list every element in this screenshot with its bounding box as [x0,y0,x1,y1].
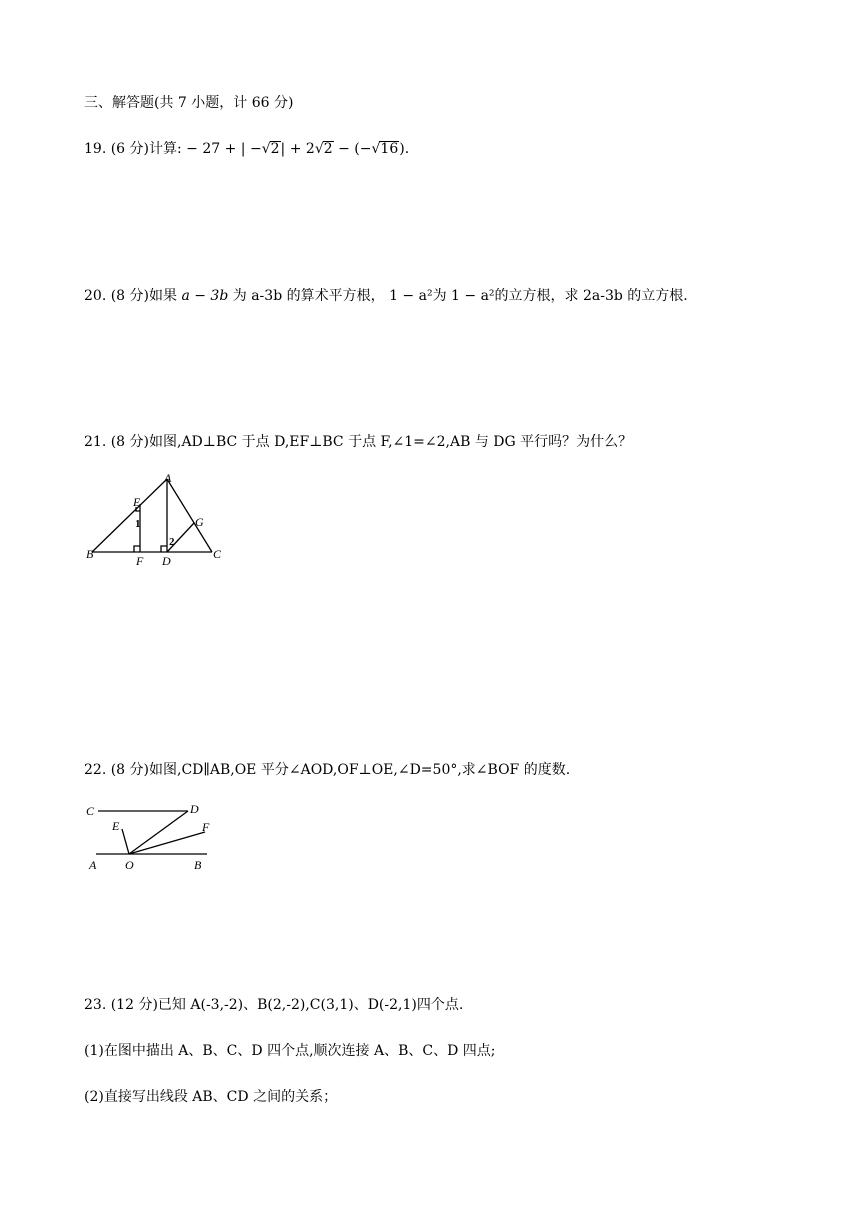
label-g: G [195,515,204,529]
q23-score: (12 分) [110,997,158,1013]
label-c: C [86,804,95,818]
q20-score: (8 分) [110,288,149,304]
label-e: E [112,819,120,833]
q22-text: 如图,CD∥AB,OE 平分∠AOD,OF⊥OE,∠D=50°,求∠BOF 的度数. [149,762,571,778]
q20-number: 20. [84,288,107,304]
q22-score: (8 分) [110,762,149,778]
right-angle-d [161,546,167,552]
q21-score: (8 分) [110,434,149,450]
label-d: D [162,554,171,568]
label-f: F [136,554,144,568]
q19-expr-d: ). [399,141,410,157]
q23-part-2-text: (2)直接写出线段 AB、CD 之间的关系； [84,1089,338,1105]
q20-math-1: a − 3b [181,288,229,304]
q19-expr-c: − (− [338,141,372,157]
segment-od [129,811,188,854]
right-angle-f [134,546,140,552]
q19-radicand-1: 2 [270,141,280,157]
q19-radicand-3: 16 [380,141,399,157]
label-angle-1: 1 [135,518,141,530]
q22-parallel-lines-figure [84,798,224,874]
segment-oe [122,829,129,854]
q19-radicand-2: 2 [323,141,333,157]
segment-of [129,832,205,854]
label-a: A [89,858,97,872]
q19-expr-b: | + 2 [280,141,315,157]
question-19 [84,139,409,159]
label-b: B [86,547,94,561]
q20-text-3: 为 [432,288,447,304]
label-angle-2: 2 [169,536,175,548]
label-a: A [164,471,172,485]
q19-prefix: 计算: [149,141,182,157]
q21-text: 如图,AD⊥BC 于点 D,EF⊥BC 于点 F,∠1=∠2,AB 与 DG 平行吗？为什么？ [149,434,633,450]
q20-text-2: 为 a-3b 的算术平方根， [232,288,385,304]
q22-number: 22. [84,762,107,778]
q20-text-1: 如果 [149,288,177,304]
label-o: O [125,858,134,872]
q23-part-1-text: (1)在图中描出 A、B、C、D 四个点,顺次连接 A、B、C、D 四点; [84,1043,496,1059]
q19-score: (6 分) [110,141,149,157]
label-b: B [194,858,202,872]
question-21 [84,432,632,452]
q19-expression: − 27 + | −√2| + 2√2 − (−√16). [186,141,410,157]
q21-number: 21. [84,434,107,450]
label-e: E [133,495,141,509]
question-23 [84,995,463,1015]
q23-number: 23. [84,997,107,1013]
q19-number: 19. [84,141,107,157]
section-title-text: 三、解答题(共 7 小题，计 66 分) [84,95,294,111]
q20-text-4: 的立方根，求 2a-3b 的立方根. [494,288,688,304]
label-f: F [202,820,210,834]
q21-triangle-figure [84,470,224,570]
q19-expr-a: − 27 + | − [186,141,262,157]
label-d: D [190,802,199,816]
section-title [84,93,293,113]
q23-part-2 [84,1087,337,1107]
label-c: C [213,547,222,561]
question-20 [84,286,688,306]
q20-math-3: 1 − a² [451,288,495,304]
segment-ab [92,479,167,552]
q23-text: 已知 A(-3,-2)、B(2,-2),C(3,1)、D(-2,1)四个点. [157,997,464,1013]
q20-math-2: 1 − a² [389,288,433,304]
question-22 [84,760,570,780]
q23-part-1 [84,1041,495,1061]
